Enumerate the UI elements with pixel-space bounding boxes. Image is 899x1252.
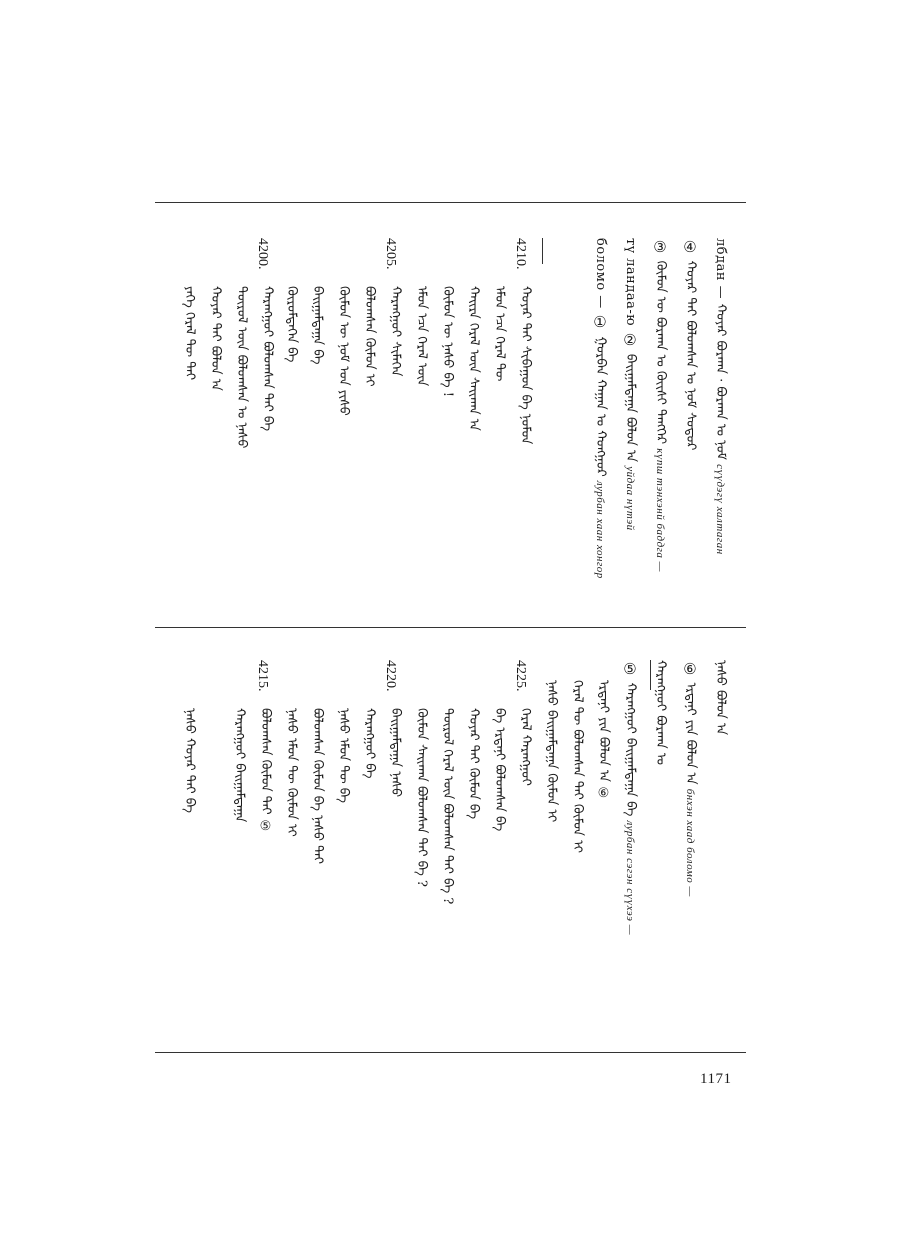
- verse-number: 4205.: [383, 238, 398, 270]
- upper-page-section: лбдан — ᠬᠣᠶᠠᠷ ᠪᠤᠷᠬᠠᠨ · ᠪᠤᠷᠬᠠᠨ ᠤ ᠨᠣᠮ сүүдэгү халтаган ④ ᠬᠣᠶᠠᠷ ᠲᠠᠢ ᠪᠣᠯᠤᠭᠰᠠᠨ ᠤ ᠨᠣᠮ ᠰᠤᠳᠤᠷ ③ ᠬᠦᠮᠦᠨ ᠦ ᠪᠤᠷᠬᠠᠨ ᠤ ᠬᠦᠢᠰᠢ ᠲᠡᠩᠭᠡᠷ күпш тэнхэнй баддга — тү ландаа-ю ② ᠪᠠᠢᠭᠠᠮᠳᠠᠭᠠ ᠪᠣᠯᠤᠨ ᠠ уйдаа нүтэй боломо — ① ᠭᠤᠷᠪᠠᠨ ᠬᠠᠭᠠᠨ ᠤ ᠬᠣᠩᠭᠤᠷ лурбан хаан хонгор 4210. ᠬᠣᠶᠠᠷ ᠲᠠᠢ ᠰᠢᠪᠠᠭᠤᠨ ᠪᠠ ᠨᠣᠮᠤᠨ ᠡᠮᠦᠨ ᠡᠴᠡ ᠭᠡᠷᠡᠯ ᠲᠦ ᠬᠠᠢᠷᠠ ᠭᠡᠷᠡᠯ ᠦᠨ ᠰᠠᠢᠬᠠᠨ ᠠ ᠬᠦᠮᠦᠨ ᠦ ᠨᠠᠰᠤ ᠪᠠ ! ᠡᠮᠦᠨ ᠡᠴᠡ ᠭᠡᠷᠡᠯ ᠦᠨ 4205. ᠬᠠᠷᠠᠩᠭᠤᠢ ᠰᠢᠮᠡᠭᠡᠨ ᠪᠣᠯᠤᠭᠰᠠᠨ ᠬᠦᠮᠦᠨ ᠢ ᠬᠦᠮᠦᠨ ᠦ ᠨᠣᠮ ᠤᠨ ᠶᠢᠰᠦ ᠪᠠᠢᠭᠠᠮᠳᠠᠭᠠ ᠪᠠ ᠬᠦᠷᠦᠮᠳᠡᠭᠡᠨ ᠪᠠ 4200. ᠬᠠᠷᠠᠩᠭᠤᠢ ᠪᠣᠯᠤᠭᠰᠠᠨ ᠲᠠᠢ ᠪᠠ ᠲᠦᠷᠦᠯ ᠦᠨ ᠪᠣᠯᠤᠭᠰᠠᠨ ᠤ ᠨᠠᠰᠤ ᠬᠣᠶᠠᠷ ᠲᠠᠢ ᠪᠣᠯᠤᠨ ᠠ ᠶᠡᠬᠡ ᠭᠡᠷᠡᠯ ᠲᠦ ᠲᠠᠢ: [182, 238, 728, 579]
- lower-page-section: ᠨᠠᠰᠤ ᠪᠣᠯᠤᠨ ᠠ ⑥ ᠡᠷᠳᠡᠨᠢ ᠶᠢᠨ ᠪᠣᠯᠤᠨ ᠠ бнхэн хаад боломо — ᠬᠠᠷᠠᠩᠭᠤᠢ ᠪᠤᠷᠬᠠᠨ ᠤ ⑤ ᠬᠠᠷᠠᠩᠭᠤᠢ ᠪᠠᠢᠭᠠᠮᠳᠠᠭᠠ ᠪᠠ лурбан сэгэн сүүхээ — 4225. ᠡᠷᠳᠡᠨᠢ ᠶᠢᠨ ᠪᠣᠯᠤᠨ ᠠ ⑥ ᠭᠡᠷᠡᠯ ᠲᠦ ᠪᠣᠯᠤᠭᠰᠠᠨ ᠲᠠᠢ ᠬᠦᠮᠦᠨ ᠢ ᠨᠠᠰᠤ ᠪᠠᠢᠭᠠᠮᠳᠠᠭᠠ ᠬᠦᠮᠦᠨ ᠢ ᠭᠡᠷᠡᠯ ᠬᠠᠷᠠᠩᠭᠤᠢ ᠪᠠ ᠡᠷᠳᠡᠨᠢ ᠪᠣᠯᠤᠭᠰᠠᠨ ᠪᠠ 4220. ᠬᠣᠶᠠᠷ ᠲᠠᠢ ᠬᠦᠮᠦᠨ ᠪᠠ ᠲᠦᠷᠦᠯ ᠭᠡᠷᠡᠯ ᠦᠨ ᠪᠣᠯᠤᠭᠰᠠᠨ ᠲᠠᠢ ᠪᠠ ? ᠬᠦᠮᠦᠨ ᠰᠠᠢᠬᠠᠨ ᠪᠣᠯᠤᠭᠰᠠᠨ ᠲᠠᠢ ᠪᠠ ? ᠪᠠᠢᠭᠠᠮᠳᠠᠭᠠ ᠨᠠᠰᠤ ᠬᠠᠷᠠᠩᠭᠤᠢ ᠪᠠ 4215. ᠨᠠᠰᠤ ᠡᠮᠦᠨ ᠲᠦ ᠪᠠ ᠪᠣᠯᠤᠭᠰᠠᠨ ᠬᠦᠮᠦᠨ ᠪᠠ ᠨᠠᠰᠤ ᠲᠠᠢ ᠨᠠᠰᠤ ᠡᠮᠦᠨ ᠲᠦ ᠬᠦᠮᠦᠨ ᠢ ᠪᠣᠯᠤᠭᠰᠠᠨ ᠬᠦᠮᠦᠨ ᠲᠠᠢ ⑤ ᠬᠠᠷᠠᠩᠭᠤᠢ ᠪᠠᠢᠭᠠᠮᠳᠠᠭᠠ ᠨᠠᠰᠤ ᠬᠣᠶᠠᠷ ᠲᠠᠢ ᠪᠠ: [182, 660, 728, 936]
- verse-number: 4215.: [255, 660, 270, 692]
- top-rule: [155, 202, 746, 203]
- footnote-separator: [542, 238, 543, 264]
- middle-rule: [155, 627, 746, 628]
- verse-number: 4200.: [255, 238, 270, 270]
- bottom-rule: [155, 1052, 746, 1053]
- verse-number: 4220.: [383, 660, 398, 692]
- verse-number: 4225.: [513, 660, 528, 692]
- page-number: 1171: [700, 1071, 732, 1087]
- verse-number: 4210.: [513, 238, 528, 270]
- footnote-separator: [650, 660, 651, 690]
